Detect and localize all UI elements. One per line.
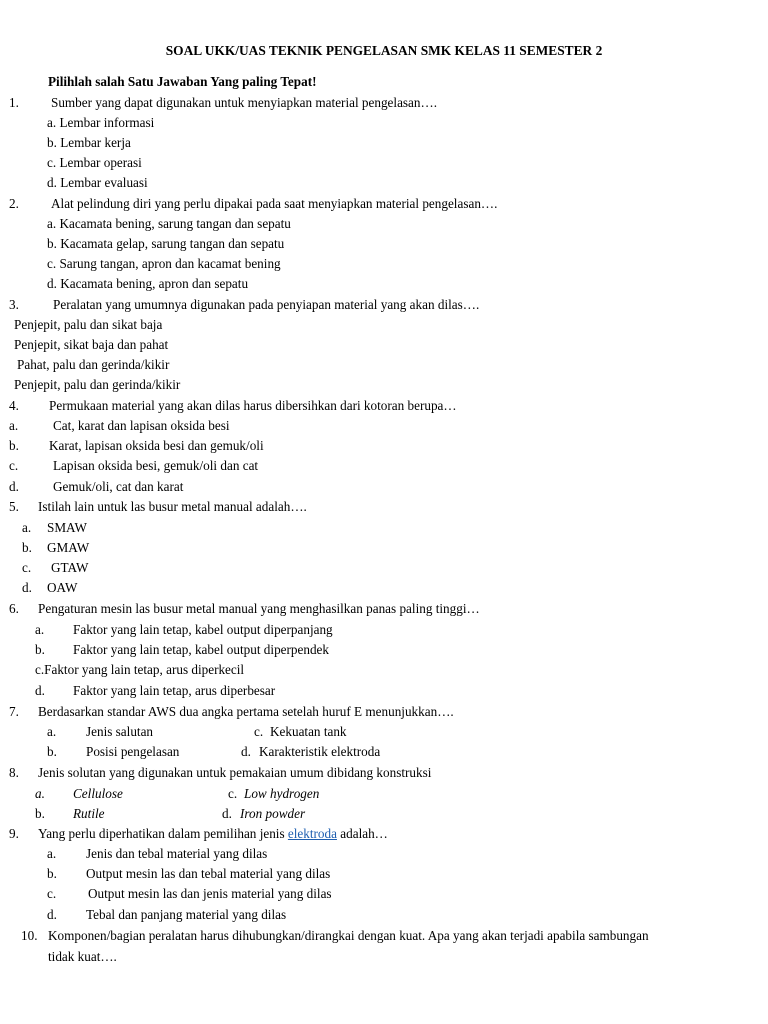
option: Rutile xyxy=(73,806,105,821)
option: Kekuatan tank xyxy=(270,724,347,739)
option-letter: d. xyxy=(22,580,32,595)
option-letter: c. xyxy=(9,458,19,473)
option-letter: b. xyxy=(47,744,57,759)
question-number: 9. xyxy=(9,826,19,841)
option-letter: b. xyxy=(35,642,45,657)
option: GTAW xyxy=(51,560,89,575)
option: OAW xyxy=(47,580,78,595)
question-text-part: Yang perlu diperhatikan dalam pemilihan jenis xyxy=(38,826,288,841)
option-letter: b. xyxy=(22,540,32,555)
option: Faktor yang lain tetap, arus diperbesar xyxy=(73,683,276,698)
option: Posisi pengelasan xyxy=(86,744,180,759)
option-letter: c. xyxy=(228,786,238,801)
question-text: Permukaan material yang akan dilas harus dibersihkan dari kotoran berupa… xyxy=(49,398,457,413)
option: Lapisan oksida besi, gemuk/oli dan cat xyxy=(53,458,259,473)
question-number: 3. xyxy=(9,297,19,312)
option: Gemuk/oli, cat dan karat xyxy=(53,479,184,494)
option: b. Lembar kerja xyxy=(47,135,131,150)
option: SMAW xyxy=(47,520,87,535)
option-letter: d. xyxy=(9,479,19,494)
option: d. Lembar evaluasi xyxy=(47,175,148,190)
option: c. Sarung tangan, apron dan kacamat bening xyxy=(47,256,281,271)
option-letter: d. xyxy=(241,744,251,759)
question-text: Berdasarkan standar AWS dua angka pertama setelah huruf E menunjukkan…. xyxy=(38,704,454,719)
option-letter: a. xyxy=(35,622,45,637)
question-number: 6. xyxy=(9,601,19,616)
option-letter: b. xyxy=(47,866,57,881)
option: b. Kacamata gelap, sarung tangan dan sepatu xyxy=(47,236,285,251)
question-text-continued: tidak kuat…. xyxy=(48,949,117,964)
option: a. Lembar informasi xyxy=(47,115,155,130)
question-text: Peralatan yang umumnya digunakan pada penyiapan material yang akan dilas…. xyxy=(53,297,480,312)
option: Faktor yang lain tetap, kabel output diperpendek xyxy=(73,642,329,657)
question-text: Sumber yang dapat digunakan untuk menyiapkan material pengelasan…. xyxy=(51,95,437,110)
question-text: Alat pelindung diri yang perlu dipakai pada saat menyiapkan material pengelasan…. xyxy=(51,196,498,211)
option: Low hydrogen xyxy=(244,786,320,801)
elektroda-link[interactable]: elektroda xyxy=(287,826,337,841)
question-number: 7. xyxy=(9,704,19,719)
question-text xyxy=(38,826,388,842)
document-title: SOAL UKK/UAS TEKNIK PENGELASAN SMK KELAS 11 SEMESTER 2 xyxy=(165,43,603,58)
option: Penjepit, sikat baja dan pahat xyxy=(14,337,169,352)
option-letter: d. xyxy=(222,806,232,821)
question-number: 1. xyxy=(9,95,19,110)
instruction-text: Pilihlah salah Satu Jawaban Yang paling Tepat! xyxy=(48,74,317,89)
option-letter: b. xyxy=(9,438,19,453)
option: Pahat, palu dan gerinda/kikir xyxy=(17,357,170,372)
option: GMAW xyxy=(47,540,90,555)
option-letter: b. xyxy=(35,806,45,821)
option-letter: a. xyxy=(9,418,19,433)
option: Output mesin las dan jenis material yang dilas xyxy=(88,886,332,901)
option-letter: a. xyxy=(35,786,45,801)
option-letter: a. xyxy=(22,520,32,535)
question-text-part: adalah… xyxy=(336,826,388,841)
option-letter: a. xyxy=(47,846,57,861)
option: c.Faktor yang lain tetap, arus diperkecil xyxy=(35,662,245,677)
option: Karakteristik elektroda xyxy=(259,744,381,759)
option-letter: d. xyxy=(35,683,45,698)
option: Tebal dan panjang material yang dilas xyxy=(86,907,287,922)
question-number: 2. xyxy=(9,196,19,211)
question-text: Pengaturan mesin las busur metal manual yang menghasilkan panas paling tinggi… xyxy=(38,601,480,616)
option: Jenis dan tebal material yang dilas xyxy=(86,846,268,861)
option: Iron powder xyxy=(240,806,306,821)
option: Penjepit, palu dan sikat baja xyxy=(14,317,163,332)
question-number: 8. xyxy=(9,765,19,780)
option: Karat, lapisan oksida besi dan gemuk/oli xyxy=(49,438,264,453)
option-letter: a. xyxy=(47,724,57,739)
question-text: Jenis solutan yang digunakan untuk pemakaian umum dibidang konstruksi xyxy=(38,765,432,780)
option: Faktor yang lain tetap, kabel output diperpanjang xyxy=(73,622,333,637)
option: d. Kacamata bening, apron dan sepatu xyxy=(47,276,249,291)
option: a. Kacamata bening, sarung tangan dan sepatu xyxy=(47,216,291,231)
option-letter: c. xyxy=(22,560,32,575)
option: Penjepit, palu dan gerinda/kikir xyxy=(14,377,181,392)
option: Cellulose xyxy=(73,786,123,801)
option-letter: d. xyxy=(47,907,57,922)
question-number: 10. xyxy=(21,928,38,943)
question-text: Komponen/bagian peralatan harus dihubungkan/dirangkai dengan kuat. Apa yang akan terjadi apabila sambungan xyxy=(48,928,649,943)
option: c. Lembar operasi xyxy=(47,155,142,170)
option: Cat, karat dan lapisan oksida besi xyxy=(53,418,230,433)
option: Output mesin las dan tebal material yang dilas xyxy=(86,866,331,881)
question-text: Istilah lain untuk las busur metal manual adalah…. xyxy=(38,499,307,514)
question-number: 5. xyxy=(9,499,19,514)
question-number: 4. xyxy=(9,398,19,413)
option: Jenis salutan xyxy=(86,724,154,739)
option-letter: c. xyxy=(254,724,264,739)
option-letter: c. xyxy=(47,886,57,901)
